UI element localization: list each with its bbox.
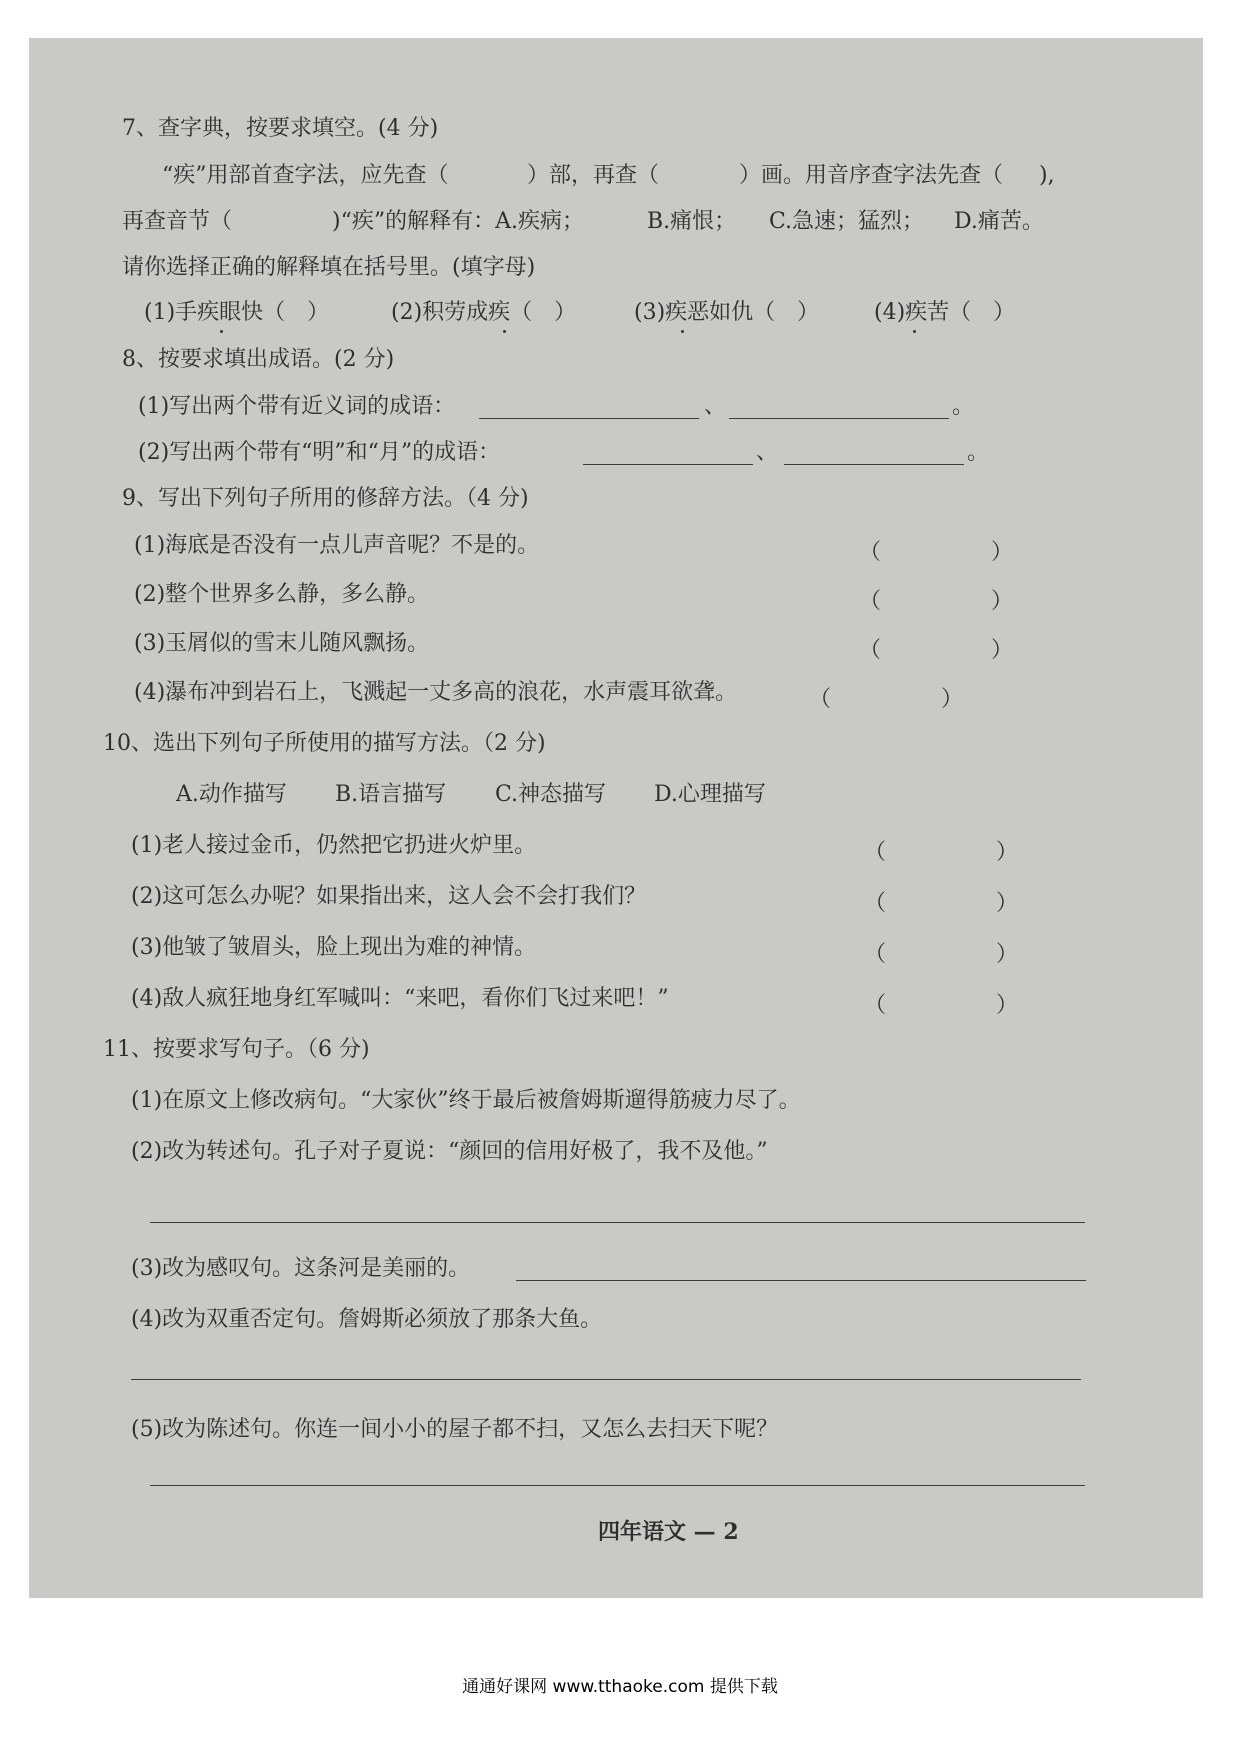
- q10-title: 10、选出下列句子所使用的描写方法。（2 分): [103, 731, 546, 756]
- page-footer: 四年语文 — 2: [598, 1519, 739, 1545]
- answer-paren-close: ）: [996, 942, 1019, 967]
- q7-title: 7、查字典，按要求填空。(4 分): [122, 116, 439, 141]
- emphasis-dot: [503, 330, 506, 333]
- emphasis-dot: [681, 330, 684, 333]
- q7-item-2: (2)积劳成疾（ ）: [391, 300, 577, 325]
- answer-paren-close: ）: [991, 540, 1014, 565]
- q8-sep-1: 、: [704, 394, 727, 419]
- answer-paren-close: ）: [941, 687, 964, 712]
- answer-paren-open: （: [864, 942, 887, 967]
- q11-item-5: (5)改为陈述句。你连一间小小的屋子都不扫，又怎么去扫天下呢？: [131, 1417, 779, 1442]
- answer-paren-open: （: [859, 589, 882, 614]
- answer-line[interactable]: [516, 1280, 1086, 1281]
- q8-item-2: (2)写出两个带有“明”和“月”的成语：: [138, 440, 501, 465]
- q10-option-d: D.心理描写: [654, 782, 766, 807]
- q11-item-3: (3)改为感叹句。这条河是美丽的。: [131, 1256, 471, 1281]
- answer-line[interactable]: [131, 1379, 1081, 1380]
- q8-end-1: 。: [952, 394, 975, 419]
- q7-item-4: (4)疾苦（ ）: [874, 300, 1016, 325]
- q7-line1-c: ）画。用音序查字法先查（: [739, 163, 1004, 188]
- download-site-note: 通通好课网 www.tthaoke.com 提供下载: [462, 1677, 778, 1697]
- q9-title: 9、写出下列句子所用的修辞方法。（4 分): [122, 486, 529, 511]
- q11-item-4: (4)改为双重否定句。詹姆斯必须放了那条大鱼。: [131, 1307, 603, 1332]
- q8-sep-2: 、: [756, 440, 779, 465]
- q9-item-2: (2)整个世界多么静，多么静。: [134, 582, 430, 607]
- answer-paren-close: ）: [991, 589, 1014, 614]
- q10-item-3: (3)他皱了皱眉头，脸上现出为难的神情。: [131, 935, 537, 960]
- answer-paren-open: （: [864, 891, 887, 916]
- q7-line2-c: B.痛恨；: [647, 209, 737, 234]
- emphasis-dot: [220, 330, 223, 333]
- answer-paren-close: ）: [996, 891, 1019, 916]
- q7-line2-b: )“疾”的解释有：A.疾病；: [332, 209, 584, 234]
- q10-item-2: (2)这可怎么办呢？如果指出来，这人会不会打我们？: [131, 884, 647, 909]
- answer-blank[interactable]: [583, 464, 753, 465]
- answer-paren-close: ）: [996, 840, 1019, 865]
- q9-item-3: (3)玉屑似的雪末儿随风飘扬。: [134, 631, 430, 656]
- q8-title: 8、按要求填出成语。(2 分): [122, 347, 395, 372]
- answer-paren-open: （: [864, 993, 887, 1018]
- q8-item-1: (1)写出两个带有近义词的成语：: [138, 394, 456, 419]
- answer-paren-open: （: [864, 840, 887, 865]
- q9-item-4: (4)瀑布冲到岩石上，飞溅起一丈多高的浪花，水声震耳欲聋。: [134, 680, 738, 705]
- q7-line2-e: D.痛苦。: [954, 209, 1044, 234]
- answer-paren-open: （: [859, 638, 882, 663]
- answer-line[interactable]: [150, 1222, 1085, 1223]
- q7-line2-a: 再查音节（: [122, 209, 233, 234]
- answer-paren-open: （: [809, 687, 832, 712]
- answer-paren-close: ）: [991, 638, 1014, 663]
- q7-line3: 请你选择正确的解释填在括号里。(填字母): [122, 255, 536, 280]
- q10-option-c: C.神态描写: [495, 782, 607, 807]
- q10-item-4: (4)敌人疯狂地身红军喊叫：“来吧，看你们飞过来吧！”: [131, 986, 669, 1011]
- q7-line2-d: C.急速；猛烈；: [769, 209, 925, 234]
- q10-item-1: (1)老人接过金币，仍然把它扔进火炉里。: [131, 833, 537, 858]
- answer-blank[interactable]: [479, 418, 699, 419]
- answer-paren-close: ）: [996, 993, 1019, 1018]
- q7-item-1: (1)手疾眼快（ ）: [144, 300, 330, 325]
- answer-blank[interactable]: [729, 418, 949, 419]
- q10-option-a: A.动作描写: [176, 782, 287, 807]
- q8-end-2: 。: [967, 440, 990, 465]
- answer-paren-open: （: [859, 540, 882, 565]
- answer-blank[interactable]: [784, 464, 964, 465]
- q9-item-1: (1)海底是否没有一点儿声音呢？不是的。: [134, 533, 540, 558]
- q11-title: 11、按要求写句子。（6 分): [103, 1037, 370, 1062]
- answer-line[interactable]: [150, 1485, 1085, 1486]
- q7-line1-d: ),: [1039, 163, 1055, 188]
- q7-line1-b: ）部，再查（: [527, 163, 660, 188]
- q11-item-2: (2)改为转述句。孔子对子夏说：“颜回的信用好极了，我不及他。”: [131, 1139, 768, 1164]
- q7-line1-a: “疾”用部首查字法，应先查（: [162, 163, 449, 188]
- emphasis-dot: [913, 330, 916, 333]
- q10-option-b: B.语言描写: [335, 782, 447, 807]
- q7-item-3: (3)疾恶如仇（ ）: [634, 300, 820, 325]
- exam-sheet: [29, 38, 1203, 1598]
- q11-item-1: (1)在原文上修改病句。“大家伙”终于最后被詹姆斯遛得筋疲力尽了。: [131, 1088, 801, 1113]
